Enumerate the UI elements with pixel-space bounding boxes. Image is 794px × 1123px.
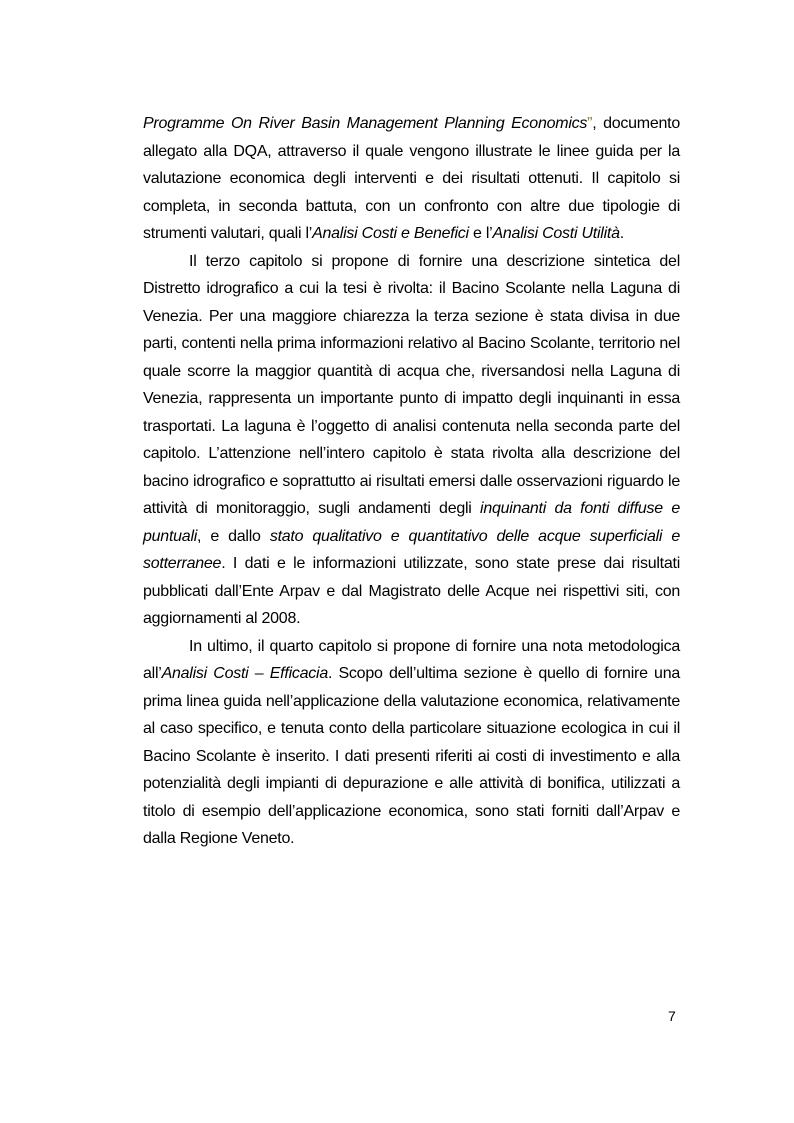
page-number: 7 (668, 1008, 676, 1024)
text-run: , documento allegato alla DQA, attraverso il quale vengono illustrate le linee guida per la valutazione economica degli interventi e dei risultati ottenuti. Il capitolo si completa, in seconda battuta, con un confronto con altre due tipologie di strumenti valutari, quali l’ (143, 115, 680, 242)
italic-run: Analisi Costi Utilità (492, 225, 620, 242)
text-run: In ultimo, il quarto capitolo si propone di fornire una nota metodologica all’ (143, 637, 680, 682)
italic-run: stato qualitativo e quantitativo delle acque superficiali e sotterranee (143, 527, 681, 572)
paragraph-chapter-four (143, 633, 680, 853)
italic-run: Analisi Costi – Efficacia (161, 665, 328, 682)
text-run: e l’ (468, 225, 493, 242)
text-run: Il terzo capitolo si propone di fornire una descrizione sintetica del Distretto idrografico a cui la tesi è rivolta: il Bacino Scolante nella Laguna di Venezia. Per una maggiore chiarezza la terza sezione è stata divisa in due parti, contenti nella prima informazioni relativo al Bacino Scolante, territorio nel quale scorre la maggior quantità di acqua che, riversandosi nella Laguna di Venezia, rappresenta un importante punto di impatto degli inquinanti in essa trasportati. La laguna è l’oggetto di analisi contenuta nella seconda parte del capitolo. L’attenzione nell’intero capitolo è stata rivolta alla descrizione del bacino idrografico e soprattutto ai risultati emersi dalle osservazioni riguardo le attività di monitoraggio, sugli andamenti degli (143, 252, 680, 517)
paragraph-chapter-three (143, 248, 680, 633)
document-body (143, 110, 680, 853)
text-run: . (619, 225, 624, 242)
italic-run: Analisi Costi e Benefici (312, 225, 469, 242)
text-run: . I dati e le informazioni utilizzate, sono state prese dai risultati pubblicati dall’Ente Arpav e dal Magistrato delle Acque nei rispettivi siti, con aggiornamenti al 2008. (143, 555, 680, 627)
text-run: , e dallo (197, 527, 270, 545)
italic-run: Programme On River Basin Management Planning Economics (143, 115, 588, 132)
quote-mark: ” (587, 115, 593, 132)
italic-run: inquinanti da fonti diffuse e puntuali (143, 500, 680, 545)
paragraph-chapter-two-continued (143, 110, 680, 248)
text-run: . Scopo dell’ultima sezione è quello di fornire una prima linea guida nell’applicazione della valutazione economica, relativamente al caso specifico, e tenuta conto della particolare situazione ecologica in cui il Bacino Scolante è inserito. I dati presenti riferiti ai costi di investimento e alla potenzialità degli impianti di depurazione e alle attività di bonifica, utilizzati a titolo di esempio dell’applicazione economica, sono stati forniti dall’Arpav e dalla Regione Veneto. (143, 665, 680, 847)
